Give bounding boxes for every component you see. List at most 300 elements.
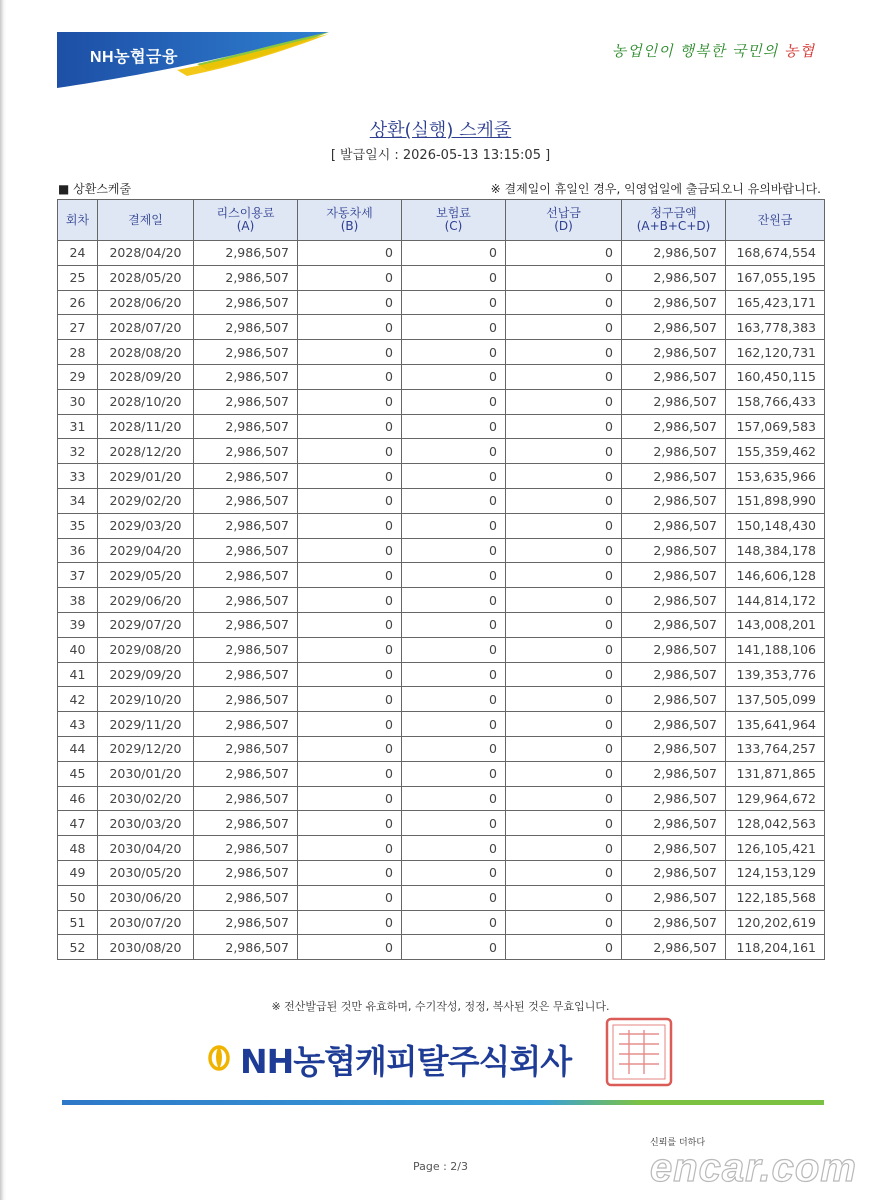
validity-footnote: ※ 전산발급된 것만 유효하며, 수기작성, 정정, 복사된 것은 무효입니다.: [271, 1000, 610, 1013]
table-cell: 2,986,507: [194, 588, 298, 613]
table-cell: 139,353,776: [726, 662, 825, 687]
issue-datetime: [ 발급일시 : 2026-05-13 13:15:05 ]: [330, 148, 551, 163]
table-cell: 0: [402, 513, 506, 538]
column-header-label: 청구금액: [650, 206, 697, 220]
tagline: 신뢰를 더하다: [650, 1138, 706, 1148]
column-header: [622, 200, 726, 241]
table-cell: 0: [298, 241, 402, 266]
table-cell: 0: [298, 836, 402, 861]
table-row: [58, 811, 825, 836]
table-row: [58, 315, 825, 340]
table-cell: 160,450,115: [726, 364, 825, 389]
table-row: [58, 637, 825, 662]
table-cell: 0: [402, 464, 506, 489]
table-cell: 0: [298, 910, 402, 935]
table-cell: 126,105,421: [726, 836, 825, 861]
table-cell: 0: [506, 860, 622, 885]
column-header: [402, 200, 506, 241]
column-header-label: 회차: [65, 212, 90, 227]
table-cell: 2,986,507: [622, 761, 726, 786]
table-cell: 0: [402, 736, 506, 761]
table-cell: 2,986,507: [194, 935, 298, 960]
table-cell: 2,986,507: [194, 761, 298, 786]
table-cell: 0: [298, 811, 402, 836]
table-cell: 0: [402, 588, 506, 613]
table-cell: 129,964,672: [726, 786, 825, 811]
table-cell: 2,986,507: [194, 736, 298, 761]
table-cell: 0: [402, 786, 506, 811]
table-cell: 2030/02/20: [98, 786, 194, 811]
table-cell: 0: [298, 290, 402, 315]
table-row: [58, 513, 825, 538]
table-cell: 0: [298, 885, 402, 910]
table-cell: 2029/10/20: [98, 687, 194, 712]
table-cell: 2029/09/20: [98, 662, 194, 687]
table-cell: 50: [58, 885, 98, 910]
table-cell: 0: [402, 836, 506, 861]
table-cell: 52: [58, 935, 98, 960]
table-cell: 29: [58, 364, 98, 389]
table-cell: 2,986,507: [622, 935, 726, 960]
table-cell: 0: [298, 662, 402, 687]
table-cell: 2,986,507: [622, 736, 726, 761]
table-cell: 2,986,507: [194, 290, 298, 315]
table-cell: 2,986,507: [622, 538, 726, 563]
table-row: [58, 910, 825, 935]
table-cell: 0: [506, 241, 622, 266]
company-name: NH농협캐피탈주식회사: [240, 1042, 572, 1081]
table-cell: 28: [58, 340, 98, 365]
table-cell: 2,986,507: [622, 712, 726, 737]
table-cell: 24: [58, 241, 98, 266]
table-cell: 0: [506, 736, 622, 761]
table-cell: 2,986,507: [622, 860, 726, 885]
table-cell: 0: [402, 290, 506, 315]
table-cell: 2,986,507: [194, 464, 298, 489]
table-row: [58, 662, 825, 687]
table-cell: 2,986,507: [194, 364, 298, 389]
table-cell: 37: [58, 563, 98, 588]
table-row: [58, 439, 825, 464]
table-cell: 0: [506, 464, 622, 489]
table-cell: 2,986,507: [622, 340, 726, 365]
column-header-label: 보험료: [436, 206, 471, 220]
table-row: [58, 612, 825, 637]
table-cell: 0: [298, 439, 402, 464]
table-cell: 0: [298, 340, 402, 365]
table-cell: 43: [58, 712, 98, 737]
slogan-suffix: 농협: [784, 42, 815, 60]
column-header-label: 잔원금: [757, 212, 793, 227]
table-cell: 2,986,507: [622, 786, 726, 811]
table-cell: 143,008,201: [726, 612, 825, 637]
table-cell: 0: [298, 612, 402, 637]
table-row: [58, 860, 825, 885]
table-cell: 2,986,507: [622, 811, 726, 836]
table-cell: 2,986,507: [194, 315, 298, 340]
table-row: [58, 265, 825, 290]
table-cell: 32: [58, 439, 98, 464]
footer-bar-blue: [62, 1100, 542, 1105]
table-cell: 0: [402, 241, 506, 266]
table-cell: 33: [58, 464, 98, 489]
table-cell: 0: [402, 315, 506, 340]
section-label: ■ 상환스케줄: [58, 182, 132, 196]
table-cell: 0: [298, 786, 402, 811]
table-cell: 168,674,554: [726, 241, 825, 266]
document-title: 상환(실행) 스케줄: [369, 120, 512, 141]
table-cell: 133,764,257: [726, 736, 825, 761]
table-row: [58, 761, 825, 786]
table-cell: 144,814,172: [726, 588, 825, 613]
table-cell: 0: [402, 389, 506, 414]
table-cell: 0: [402, 488, 506, 513]
table-cell: 0: [506, 910, 622, 935]
table-cell: 2,986,507: [194, 662, 298, 687]
table-cell: 0: [298, 513, 402, 538]
table-cell: 0: [506, 712, 622, 737]
table-cell: 2,986,507: [194, 513, 298, 538]
table-cell: 2028/11/20: [98, 414, 194, 439]
table-cell: 0: [506, 687, 622, 712]
table-cell: 2,986,507: [194, 786, 298, 811]
table-cell: 150,148,430: [726, 513, 825, 538]
table-cell: 0: [506, 414, 622, 439]
table-cell: 27: [58, 315, 98, 340]
watermark: encar.com: [650, 1146, 857, 1190]
table-cell: 0: [298, 563, 402, 588]
table-cell: 0: [298, 538, 402, 563]
table-cell: 2029/12/20: [98, 736, 194, 761]
table-cell: 0: [506, 340, 622, 365]
table-cell: 51: [58, 910, 98, 935]
table-cell: 2,986,507: [194, 612, 298, 637]
table-cell: 0: [506, 761, 622, 786]
company-seal: [604, 1016, 674, 1088]
table-cell: 135,641,964: [726, 712, 825, 737]
table-cell: 2028/08/20: [98, 340, 194, 365]
table-row: [58, 364, 825, 389]
table-cell: 2,986,507: [194, 637, 298, 662]
table-cell: 2028/10/20: [98, 389, 194, 414]
table-header-row: [58, 200, 825, 241]
table-cell: 2029/07/20: [98, 612, 194, 637]
table-cell: 40: [58, 637, 98, 662]
table-cell: 0: [402, 612, 506, 637]
table-cell: 2030/07/20: [98, 910, 194, 935]
table-cell: 2,986,507: [194, 563, 298, 588]
table-cell: 0: [298, 935, 402, 960]
column-header-label: 리스이용료: [216, 206, 275, 220]
table-cell: 2,986,507: [194, 265, 298, 290]
table-cell: 2,986,507: [194, 439, 298, 464]
table-cell: 2,986,507: [194, 885, 298, 910]
table-cell: 146,606,128: [726, 563, 825, 588]
table-cell: 2029/03/20: [98, 513, 194, 538]
table-cell: 2,986,507: [622, 910, 726, 935]
table-cell: 0: [506, 612, 622, 637]
page-number: Page : 2/3: [412, 1160, 469, 1173]
table-cell: 2,986,507: [194, 241, 298, 266]
table-cell: 45: [58, 761, 98, 786]
repayment-schedule-table: [57, 199, 825, 960]
column-header-sub: (A): [236, 219, 255, 233]
column-header-label: 자동차세: [326, 206, 373, 220]
table-cell: 0: [506, 836, 622, 861]
table-cell: 0: [298, 464, 402, 489]
table-cell: 0: [402, 761, 506, 786]
table-cell: 157,069,583: [726, 414, 825, 439]
table-cell: 2,986,507: [194, 712, 298, 737]
table-cell: 0: [402, 687, 506, 712]
table-row: [58, 836, 825, 861]
table-cell: 2,986,507: [622, 513, 726, 538]
table-cell: 2029/04/20: [98, 538, 194, 563]
table-cell: 158,766,433: [726, 389, 825, 414]
table-cell: 0: [402, 563, 506, 588]
table-cell: 2,986,507: [622, 290, 726, 315]
table-row: [58, 340, 825, 365]
table-cell: 2,986,507: [194, 414, 298, 439]
table-cell: 2,986,507: [194, 488, 298, 513]
table-cell: 46: [58, 786, 98, 811]
column-header-sub: (C): [444, 219, 463, 233]
table-row: [58, 389, 825, 414]
table-cell: 0: [506, 265, 622, 290]
table-cell: 2,986,507: [194, 389, 298, 414]
table-cell: 128,042,563: [726, 811, 825, 836]
table-row: [58, 538, 825, 563]
table-cell: 2030/01/20: [98, 761, 194, 786]
table-cell: 0: [506, 588, 622, 613]
table-cell: 0: [506, 637, 622, 662]
table-cell: 137,505,099: [726, 687, 825, 712]
table-cell: 2030/08/20: [98, 935, 194, 960]
table-cell: 0: [506, 885, 622, 910]
table-cell: 0: [402, 538, 506, 563]
table-cell: 0: [402, 860, 506, 885]
table-cell: 42: [58, 687, 98, 712]
table-cell: 0: [298, 761, 402, 786]
table-cell: 2,986,507: [622, 364, 726, 389]
table-cell: 0: [402, 910, 506, 935]
table-cell: 0: [298, 414, 402, 439]
table-cell: 2030/04/20: [98, 836, 194, 861]
table-cell: 0: [402, 364, 506, 389]
column-header: [726, 200, 825, 241]
table-cell: 0: [298, 364, 402, 389]
table-cell: 2,986,507: [194, 836, 298, 861]
table-cell: 2,986,507: [622, 836, 726, 861]
table-cell: 0: [402, 935, 506, 960]
table-row: [58, 687, 825, 712]
table-cell: 0: [298, 265, 402, 290]
table-cell: 0: [506, 786, 622, 811]
table-cell: 30: [58, 389, 98, 414]
table-cell: 2029/02/20: [98, 488, 194, 513]
table-row: [58, 414, 825, 439]
table-cell: 2,986,507: [194, 811, 298, 836]
table-row: [58, 290, 825, 315]
table-cell: 0: [298, 389, 402, 414]
table-cell: 0: [402, 265, 506, 290]
table-cell: 0: [402, 662, 506, 687]
table-cell: 0: [506, 389, 622, 414]
table-cell: 2029/06/20: [98, 588, 194, 613]
table-cell: 2,986,507: [622, 414, 726, 439]
table-cell: 2,986,507: [622, 488, 726, 513]
table-cell: 141,188,106: [726, 637, 825, 662]
table-cell: 2030/06/20: [98, 885, 194, 910]
table-body: [58, 241, 825, 960]
table-cell: 0: [298, 315, 402, 340]
table-cell: 0: [298, 637, 402, 662]
table-row: [58, 588, 825, 613]
table-cell: 2,986,507: [622, 612, 726, 637]
table-cell: 0: [506, 538, 622, 563]
table-cell: 2,986,507: [194, 538, 298, 563]
table-cell: 120,202,619: [726, 910, 825, 935]
table-cell: 163,778,383: [726, 315, 825, 340]
column-header-label: 선납금: [546, 206, 581, 220]
table-cell: 0: [506, 439, 622, 464]
column-header-label: 결제일: [128, 212, 163, 227]
column-header-sub: (B): [340, 219, 359, 233]
table-cell: 2,986,507: [622, 687, 726, 712]
table-cell: 0: [402, 712, 506, 737]
slogan-prefix: 농업인이 행복한 국민의: [611, 42, 785, 60]
table-cell: 0: [506, 935, 622, 960]
table-row: [58, 563, 825, 588]
table-row: [58, 488, 825, 513]
table-cell: 39: [58, 612, 98, 637]
table-cell: 41: [58, 662, 98, 687]
table-cell: 2,986,507: [622, 464, 726, 489]
table-cell: 2029/01/20: [98, 464, 194, 489]
table-cell: 0: [402, 414, 506, 439]
table-cell: 151,898,990: [726, 488, 825, 513]
table-cell: 2,986,507: [622, 885, 726, 910]
table-cell: 165,423,171: [726, 290, 825, 315]
table-cell: 2,986,507: [194, 687, 298, 712]
table-cell: 0: [402, 340, 506, 365]
table-cell: 2028/05/20: [98, 265, 194, 290]
table-cell: 2,986,507: [194, 340, 298, 365]
table-cell: 0: [506, 315, 622, 340]
table-cell: 2029/08/20: [98, 637, 194, 662]
column-header-sub: (D): [554, 219, 573, 233]
table-cell: 2,986,507: [622, 241, 726, 266]
column-header: [506, 200, 622, 241]
column-header: [98, 200, 194, 241]
table-cell: 0: [506, 563, 622, 588]
table-cell: 2028/07/20: [98, 315, 194, 340]
table-cell: 0: [506, 811, 622, 836]
table-row: [58, 935, 825, 960]
table-cell: 0: [298, 687, 402, 712]
table-cell: 26: [58, 290, 98, 315]
table-row: [58, 241, 825, 266]
table-cell: 35: [58, 513, 98, 538]
table-cell: 162,120,731: [726, 340, 825, 365]
table-cell: 0: [506, 364, 622, 389]
table-cell: 0: [298, 588, 402, 613]
column-header-sub: (A+B+C+D): [636, 219, 711, 233]
table-cell: 31: [58, 414, 98, 439]
table-cell: 36: [58, 538, 98, 563]
table-cell: 2,986,507: [622, 563, 726, 588]
table-cell: 48: [58, 836, 98, 861]
table-cell: 2,986,507: [622, 389, 726, 414]
table-cell: 49: [58, 860, 98, 885]
table-row: [58, 736, 825, 761]
table-row: [58, 712, 825, 737]
column-header: [194, 200, 298, 241]
table-cell: 2,986,507: [622, 637, 726, 662]
table-cell: 44: [58, 736, 98, 761]
table-cell: 0: [298, 736, 402, 761]
page-edge-shadow: [0, 0, 6, 1200]
table-cell: 0: [298, 712, 402, 737]
table-cell: 0: [298, 860, 402, 885]
nh-logo-icon: [208, 1043, 230, 1071]
table-cell: 2,986,507: [622, 265, 726, 290]
table-cell: 2,986,507: [622, 662, 726, 687]
table-cell: 0: [506, 513, 622, 538]
table-cell: 0: [402, 811, 506, 836]
holiday-notice: ※ 결제일이 휴일인 경우, 익영업일에 출금되오니 유의바랍니다.: [490, 182, 821, 196]
table-cell: 2028/12/20: [98, 439, 194, 464]
slogan: [612, 40, 815, 61]
table-cell: 2,986,507: [194, 860, 298, 885]
table-cell: 2029/11/20: [98, 712, 194, 737]
table-row: [58, 786, 825, 811]
table-cell: 2030/05/20: [98, 860, 194, 885]
table-cell: 122,185,568: [726, 885, 825, 910]
table-cell: 0: [402, 885, 506, 910]
table-cell: 148,384,178: [726, 538, 825, 563]
table-cell: 38: [58, 588, 98, 613]
table-cell: 0: [402, 637, 506, 662]
table-cell: 47: [58, 811, 98, 836]
table-cell: 2,986,507: [622, 439, 726, 464]
table-cell: 2029/05/20: [98, 563, 194, 588]
table-cell: 153,635,966: [726, 464, 825, 489]
table-cell: 0: [506, 662, 622, 687]
table-cell: 25: [58, 265, 98, 290]
table-cell: 0: [298, 488, 402, 513]
table-row: [58, 464, 825, 489]
table-cell: 0: [506, 290, 622, 315]
table-cell: 124,153,129: [726, 860, 825, 885]
table-cell: 167,055,195: [726, 265, 825, 290]
table-cell: 118,204,161: [726, 935, 825, 960]
table-cell: 2,986,507: [622, 315, 726, 340]
table-cell: 2028/04/20: [98, 241, 194, 266]
column-header: [298, 200, 402, 241]
nh-bank-logo: NH농협금융: [90, 49, 178, 66]
column-header: [58, 200, 98, 241]
table-cell: 0: [402, 439, 506, 464]
table-cell: 131,871,865: [726, 761, 825, 786]
table-row: [58, 885, 825, 910]
table-cell: 2028/06/20: [98, 290, 194, 315]
table-cell: 155,359,462: [726, 439, 825, 464]
table-cell: 2030/03/20: [98, 811, 194, 836]
footer-bar-green: [542, 1100, 824, 1105]
table-cell: 34: [58, 488, 98, 513]
table-cell: 2028/09/20: [98, 364, 194, 389]
